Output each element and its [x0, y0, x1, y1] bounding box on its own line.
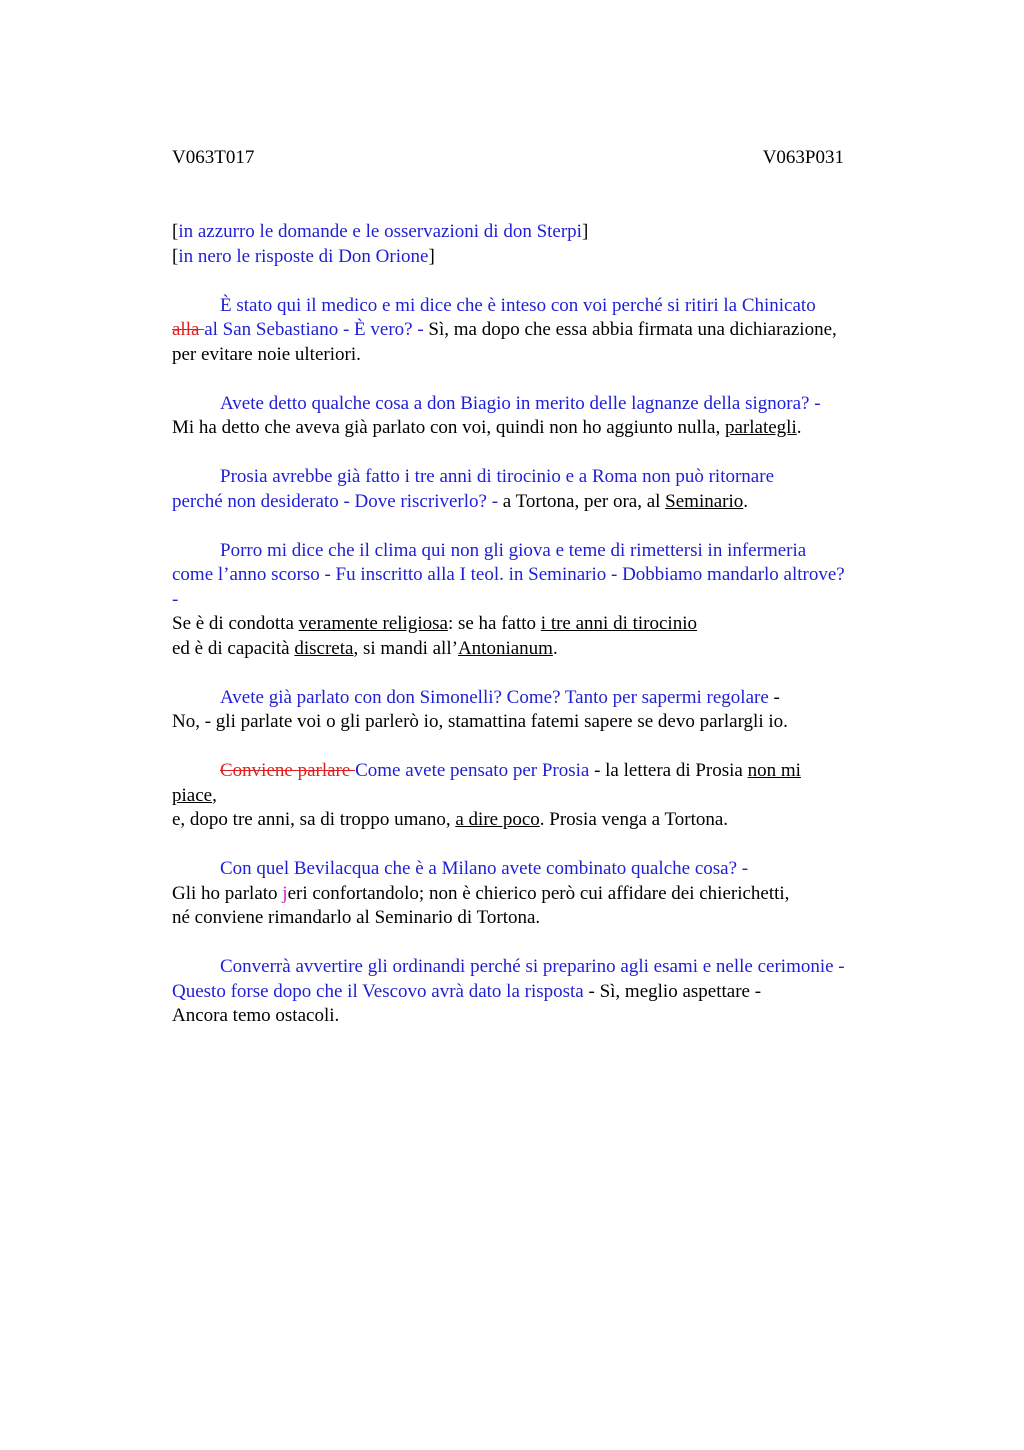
p2-answer-underlined: parlategli: [724, 417, 797, 438]
p4-answer-text: ed è di capacità: [172, 637, 295, 659]
document-code-left: V063T017: [172, 147, 255, 168]
p5-question-line: [172, 686, 912, 711]
p3-answer-end: .: [743, 490, 749, 512]
page-header: [172, 147, 844, 171]
p4-question-line2: come l’anno scorso - Fu inscritto alla I teol. in Seminario - Dobbiamo mandarlo altrove?: [172, 564, 845, 585]
p7-answer-text: Gli ho parlato: [172, 882, 283, 904]
p4-question-line1: Porro mi dice che il clima qui non gli giova e teme di rimettersi in infermeria: [220, 539, 807, 561]
p1-line2: [172, 318, 912, 343]
p6-deleted-text: Conviene parlare: [220, 760, 356, 781]
bracket: [: [172, 221, 179, 242]
p3-line2: [172, 490, 912, 515]
p5-answer: No, - gli parlate voi o gli parlerò io, stamattina fatemi sapere se devo parlargli io.: [172, 711, 788, 732]
p4-answer-underlined: i tre anni di tirocinio: [540, 613, 697, 634]
p4-answer-underlined: discreta: [294, 637, 354, 659]
p3-question-line1: Prosia avrebbe già fatto i tre anni di tirocinio e a Roma non può ritornare: [220, 466, 774, 487]
spacer: [172, 833, 912, 858]
p4-answer-underlined: veramente religiosa: [298, 613, 448, 634]
p6-line3: [172, 808, 912, 833]
p7-question: Con quel Bevilacqua che è a Milano avete combinato qualche cosa? -: [220, 858, 749, 879]
p2-answer: [172, 416, 912, 441]
p6-answer-text: e, dopo tre anni, sa di troppo umano,: [172, 809, 456, 830]
legend-line-blue: [172, 220, 912, 245]
document-body: [172, 220, 912, 1029]
p4-question-line3: -: [172, 588, 179, 610]
p7-answer-line2: né conviene rimandarlo al Seminario di Tortona.: [172, 907, 541, 928]
p8-answer-text: - Sì, meglio aspettare -: [583, 980, 762, 1002]
p6-answer-underlined: non mi: [747, 760, 801, 781]
p3-answer-underlined: Seminario: [665, 490, 744, 512]
p6-answer-end: ,: [212, 784, 217, 806]
p7-correction-letter: j: [282, 882, 288, 904]
bracket: ]: [428, 245, 435, 267]
p6-line1: [172, 759, 912, 784]
p8-question-line1: Converrà avvertire gli ordinandi perché si preparino agli esami e nelle cerimonie -: [220, 956, 845, 977]
spacer: [172, 735, 912, 760]
p1-answer-line1: Sì, ma dopo che essa abbia firmata una dichiarazione,: [428, 319, 837, 340]
spacer: [172, 931, 912, 956]
p5-question: Avete già parlato con don Simonelli? Come? Tanto per sapermi regolare: [220, 686, 774, 708]
p4-answer-end: .: [552, 637, 558, 659]
p4-answer-text: Se è di condotta: [172, 613, 299, 634]
p6-line2: [172, 784, 912, 809]
document-code-right: V063P031: [762, 147, 844, 168]
p5-dash: -: [773, 686, 780, 708]
p2-answer-end: .: [796, 417, 802, 438]
p7-answer-line1: [172, 882, 912, 907]
p2-answer-text: Mi ha detto che aveva già parlato con voi, quindi non ho aggiunto nulla,: [172, 417, 725, 438]
p1-question-line1: È stato qui il medico e mi dice che è inteso con voi perché si ritiri la Chinicato: [220, 294, 816, 316]
p2-question: Avete detto qualche cosa a don Biagio in merito delle lagnanze della signora? -: [220, 392, 821, 414]
p8-line2: [172, 980, 912, 1005]
p6-answer-underlined: piace: [172, 784, 213, 806]
p1-deleted-text: alla: [172, 319, 205, 340]
bracket: [: [172, 245, 179, 267]
spacer: [172, 441, 912, 466]
bracket: ]: [581, 221, 589, 242]
p4-answer-line1: [172, 612, 912, 637]
p4-answer-text: : se ha fatto: [447, 613, 541, 634]
p4-answer-underlined: Antonianum: [457, 637, 553, 659]
p3-answer-text: a Tortona, per ora, al: [502, 490, 666, 512]
p6-question: Come avete pensato per Prosia: [355, 760, 590, 781]
spacer: [172, 269, 912, 294]
p6-answer-text: - la lettera di Prosia: [589, 760, 748, 781]
p4-answer-text: , si mandi all’: [353, 637, 458, 659]
spacer: [172, 661, 912, 686]
p8-question-line2: Questo forse dopo che il Vescovo avrà dato la risposta: [172, 980, 584, 1002]
spacer: [172, 514, 912, 539]
legend-line-black: [172, 245, 912, 270]
p1-answer-line2: per evitare noie ulteriori.: [172, 343, 361, 365]
legend-black-text: in nero le risposte di Don Orione: [178, 245, 429, 267]
spacer: [172, 367, 912, 392]
p1-question-line2: al San Sebastiano - È vero? -: [204, 319, 429, 340]
p6-answer-underlined: a dire poco: [455, 809, 540, 830]
p4-answer-line2: [172, 637, 912, 662]
legend-blue-text: in azzurro le domande e le osservazioni di don Sterpi: [178, 221, 582, 242]
p6-answer-text: . Prosia venga a Tortona.: [539, 809, 729, 830]
p8-answer-line2: Ancora temo ostacoli.: [172, 1005, 340, 1026]
p7-answer-text: eri confortandolo; non è chierico però cui affidare dei chierichetti,: [287, 882, 790, 904]
p3-question-line2: perché non desiderato - Dove riscriverlo? -: [172, 490, 503, 512]
